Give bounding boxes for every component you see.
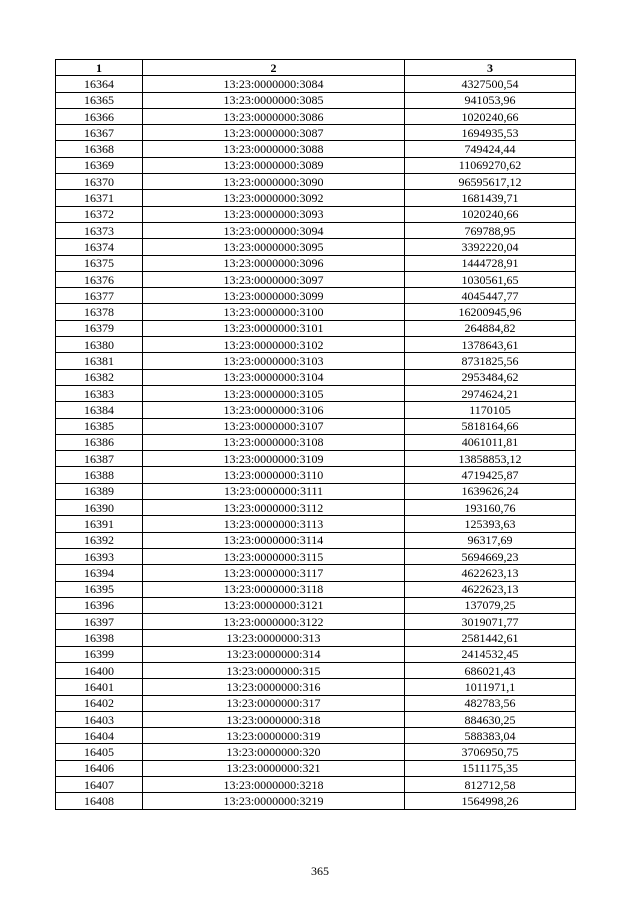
table-row [56,695,576,711]
cadastral-number-cell: 13:23:0000000:315 [143,662,405,678]
value-cell: 1011971,1 [405,679,576,695]
cadastral-number-cell: 13:23:0000000:320 [143,744,405,760]
value-cell: 264884,82 [405,320,576,336]
cadastral-number-cell: 13:23:0000000:3107 [143,418,405,434]
table-row [56,646,576,662]
value-cell: 193160,76 [405,500,576,516]
row-number-cell: 16395 [56,581,143,597]
table-row [56,320,576,336]
value-cell: 5818164,66 [405,418,576,434]
value-cell: 125393,63 [405,516,576,532]
cadastral-number-cell: 13:23:0000000:3094 [143,222,405,238]
table-row [56,76,576,92]
row-number-cell: 16407 [56,777,143,793]
row-number-cell: 16371 [56,190,143,206]
column-header-2: 2 [143,60,405,76]
value-cell: 884630,25 [405,711,576,727]
row-number-cell: 16367 [56,125,143,141]
cadastral-number-cell: 13:23:0000000:321 [143,760,405,776]
table-row [56,597,576,613]
cadastral-number-cell: 13:23:0000000:3086 [143,108,405,124]
cadastral-number-cell: 13:23:0000000:3097 [143,271,405,287]
table-row [56,255,576,271]
table-row [56,304,576,320]
value-cell: 4622623,13 [405,581,576,597]
row-number-cell: 16388 [56,467,143,483]
page-number: 365 [311,864,329,878]
table-row [56,630,576,646]
row-number-cell: 16376 [56,271,143,287]
table-body [56,76,576,809]
value-cell: 3392220,04 [405,239,576,255]
row-number-cell: 16403 [56,711,143,727]
cadastral-number-cell: 13:23:0000000:3108 [143,434,405,450]
value-cell: 5694669,23 [405,548,576,564]
cadastral-number-cell: 13:23:0000000:3100 [143,304,405,320]
cadastral-number-cell: 13:23:0000000:3084 [143,76,405,92]
row-number-cell: 16382 [56,369,143,385]
table-row [56,108,576,124]
cadastral-number-cell: 13:23:0000000:3104 [143,369,405,385]
cadastral-number-cell: 13:23:0000000:3117 [143,565,405,581]
cadastral-number-cell: 13:23:0000000:3115 [143,548,405,564]
cadastral-number-cell: 13:23:0000000:3122 [143,614,405,630]
row-number-cell: 16397 [56,614,143,630]
row-number-cell: 16393 [56,548,143,564]
table-row [56,141,576,157]
table-row [56,353,576,369]
table-row [56,565,576,581]
value-cell: 137079,25 [405,597,576,613]
table-row [56,516,576,532]
row-number-cell: 16383 [56,385,143,401]
value-cell: 482783,56 [405,695,576,711]
table-header-row [56,60,576,76]
value-cell: 1639626,24 [405,483,576,499]
value-cell: 1681439,71 [405,190,576,206]
value-cell: 812712,58 [405,777,576,793]
table-row [56,418,576,434]
table-row [56,711,576,727]
value-cell: 96317,69 [405,532,576,548]
cadastral-number-cell: 13:23:0000000:3102 [143,337,405,353]
row-number-cell: 16366 [56,108,143,124]
row-number-cell: 16390 [56,500,143,516]
value-cell: 2974624,21 [405,385,576,401]
cadastral-number-cell: 13:23:0000000:3219 [143,793,405,809]
row-number-cell: 16377 [56,288,143,304]
table-row [56,271,576,287]
table-row [56,662,576,678]
row-number-cell: 16406 [56,760,143,776]
value-cell: 2414532,45 [405,646,576,662]
cadastral-number-cell: 13:23:0000000:314 [143,646,405,662]
row-number-cell: 16386 [56,434,143,450]
table-row [56,467,576,483]
row-number-cell: 16391 [56,516,143,532]
row-number-cell: 16401 [56,679,143,695]
row-number-cell: 16381 [56,353,143,369]
table-row [56,369,576,385]
row-number-cell: 16375 [56,255,143,271]
cadastral-number-cell: 13:23:0000000:3113 [143,516,405,532]
value-cell: 3706950,75 [405,744,576,760]
table-row [56,157,576,173]
row-number-cell: 16365 [56,92,143,108]
table-row [56,548,576,564]
table-row [56,793,576,809]
row-number-cell: 16402 [56,695,143,711]
table-row [56,500,576,516]
value-cell: 588383,04 [405,728,576,744]
row-number-cell: 16368 [56,141,143,157]
cadastral-number-cell: 13:23:0000000:3218 [143,777,405,793]
table-row [56,483,576,499]
cadastral-number-cell: 13:23:0000000:3095 [143,239,405,255]
row-number-cell: 16389 [56,483,143,499]
row-number-cell: 16405 [56,744,143,760]
table-row [56,288,576,304]
table-row [56,125,576,141]
row-number-cell: 16370 [56,174,143,190]
value-cell: 4061011,81 [405,434,576,450]
table-row [56,451,576,467]
table-row [56,222,576,238]
table-row [56,239,576,255]
table-row [56,337,576,353]
column-header-3: 3 [405,60,576,76]
value-cell: 3019071,77 [405,614,576,630]
value-cell: 749424,44 [405,141,576,157]
value-cell: 11069270,62 [405,157,576,173]
row-number-cell: 16374 [56,239,143,255]
value-cell: 1030561,65 [405,271,576,287]
row-number-cell: 16373 [56,222,143,238]
cadastral-number-cell: 13:23:0000000:3114 [143,532,405,548]
cadastral-number-cell: 13:23:0000000:3087 [143,125,405,141]
cadastral-number-cell: 13:23:0000000:319 [143,728,405,744]
row-number-cell: 16394 [56,565,143,581]
row-number-cell: 16378 [56,304,143,320]
value-cell: 2953484,62 [405,369,576,385]
cadastral-number-cell: 13:23:0000000:3096 [143,255,405,271]
cadastral-number-cell: 13:23:0000000:3118 [143,581,405,597]
table-row [56,385,576,401]
table-row [56,679,576,695]
cadastral-number-cell: 13:23:0000000:3085 [143,92,405,108]
table-row [56,190,576,206]
table-row [56,174,576,190]
cadastral-number-cell: 13:23:0000000:3088 [143,141,405,157]
value-cell: 1020240,66 [405,108,576,124]
cadastral-number-cell: 13:23:0000000:3110 [143,467,405,483]
row-number-cell: 16400 [56,662,143,678]
value-cell: 1564998,26 [405,793,576,809]
value-cell: 4327500,54 [405,76,576,92]
cadastral-number-cell: 13:23:0000000:316 [143,679,405,695]
table-row [56,777,576,793]
row-number-cell: 16364 [56,76,143,92]
cadastral-number-cell: 13:23:0000000:3111 [143,483,405,499]
table-row [56,532,576,548]
table-row [56,434,576,450]
value-cell: 4622623,13 [405,565,576,581]
value-cell: 1020240,66 [405,206,576,222]
cadastral-number-cell: 13:23:0000000:3101 [143,320,405,336]
row-number-cell: 16385 [56,418,143,434]
column-header-1: 1 [56,60,143,76]
value-cell: 2581442,61 [405,630,576,646]
table-row [56,402,576,418]
row-number-cell: 16387 [56,451,143,467]
value-cell: 1694935,53 [405,125,576,141]
row-number-cell: 16369 [56,157,143,173]
cadastral-number-cell: 13:23:0000000:3090 [143,174,405,190]
row-number-cell: 16398 [56,630,143,646]
value-cell: 4045447,77 [405,288,576,304]
table-row [56,581,576,597]
cadastral-number-cell: 13:23:0000000:3106 [143,402,405,418]
row-number-cell: 16396 [56,597,143,613]
row-number-cell: 16392 [56,532,143,548]
value-cell: 1511175,35 [405,760,576,776]
table-row [56,92,576,108]
value-cell: 686021,43 [405,662,576,678]
value-cell: 13858853,12 [405,451,576,467]
cadastral-number-cell: 13:23:0000000:317 [143,695,405,711]
row-number-cell: 16372 [56,206,143,222]
row-number-cell: 16384 [56,402,143,418]
data-table [55,59,576,810]
value-cell: 1444728,91 [405,255,576,271]
value-cell: 1170105 [405,402,576,418]
cadastral-number-cell: 13:23:0000000:3103 [143,353,405,369]
row-number-cell: 16379 [56,320,143,336]
cadastral-number-cell: 13:23:0000000:3109 [143,451,405,467]
cadastral-number-cell: 13:23:0000000:313 [143,630,405,646]
table-row [56,728,576,744]
table-row [56,614,576,630]
table-row [56,744,576,760]
row-number-cell: 16380 [56,337,143,353]
cadastral-number-cell: 13:23:0000000:3099 [143,288,405,304]
cadastral-number-cell: 13:23:0000000:3089 [143,157,405,173]
value-cell: 941053,96 [405,92,576,108]
cadastral-number-cell: 13:23:0000000:3112 [143,500,405,516]
cadastral-number-cell: 13:23:0000000:3105 [143,385,405,401]
cadastral-number-cell: 13:23:0000000:3093 [143,206,405,222]
value-cell: 8731825,56 [405,353,576,369]
value-cell: 16200945,96 [405,304,576,320]
table-row [56,760,576,776]
table-row [56,206,576,222]
value-cell: 1378643,61 [405,337,576,353]
row-number-cell: 16399 [56,646,143,662]
value-cell: 96595617,12 [405,174,576,190]
cadastral-number-cell: 13:23:0000000:3092 [143,190,405,206]
cadastral-number-cell: 13:23:0000000:318 [143,711,405,727]
value-cell: 769788,95 [405,222,576,238]
row-number-cell: 16404 [56,728,143,744]
row-number-cell: 16408 [56,793,143,809]
cadastral-number-cell: 13:23:0000000:3121 [143,597,405,613]
value-cell: 4719425,87 [405,467,576,483]
